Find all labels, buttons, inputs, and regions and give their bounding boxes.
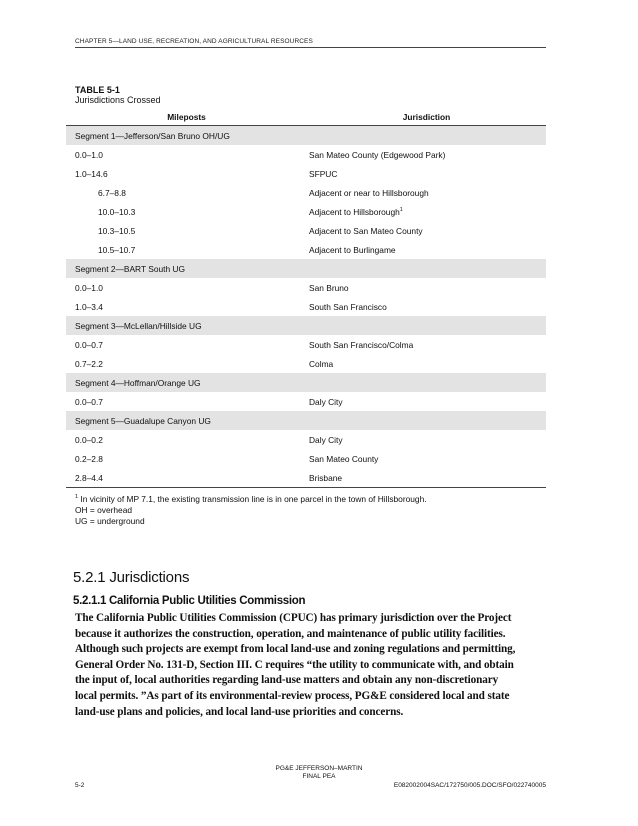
jurisdiction-cell	[307, 259, 546, 278]
milepost-cell: 0.0–0.2	[75, 434, 103, 445]
jurisdiction-cell	[307, 202, 546, 221]
jurisdiction-cell: Adjacent to Burlingame	[309, 244, 396, 255]
table-row	[66, 202, 546, 221]
header-rule	[75, 47, 546, 48]
table-row	[66, 354, 546, 373]
abbreviation-ug: UG = underground	[75, 516, 145, 526]
segment-label: Segment 3—McLellan/Hillside UG	[66, 316, 307, 335]
abbreviation-oh: OH = overhead	[75, 505, 133, 515]
jurisdiction-cell	[307, 316, 546, 335]
footnote	[75, 494, 427, 505]
jurisdiction-cell: San Mateo County	[309, 453, 379, 464]
page-number: 5-2	[75, 782, 85, 789]
segment-label: Segment 2—BART South UG	[66, 259, 307, 278]
jurisdiction-cell: Colma	[309, 358, 334, 369]
milepost-cell: 10.5–10.7	[98, 244, 136, 255]
table-row	[66, 430, 546, 449]
milepost-cell: 10.3–10.5	[98, 225, 136, 236]
table-row	[66, 221, 546, 240]
file-identifier: E082002004SAC/172750/005.DOC/SFO/022740005	[393, 782, 546, 789]
footer-document-title	[0, 765, 638, 781]
jurisdiction-cell	[307, 411, 546, 430]
column-header-jurisdiction: Jurisdiction	[307, 108, 546, 126]
jurisdiction-cell: Adjacent or near to Hillsborough	[309, 187, 429, 198]
table-row-segment	[66, 126, 546, 146]
footnote-mark: 1	[75, 494, 79, 501]
column-header-mileposts: Mileposts	[66, 108, 307, 126]
milepost-cell: 6.7–8.8	[98, 187, 126, 198]
body-line: General Order No. 131-D, Section III. C requires “the utility to communicate with, and obtain	[75, 658, 514, 671]
body-line: local permits. ”As part of its environmental-review process, PG&E considered local and state	[75, 689, 510, 702]
table-header-row	[66, 108, 546, 126]
milepost-cell: 0.0–0.7	[75, 339, 103, 350]
jurisdiction-cell: Daly City	[309, 396, 343, 407]
table-row	[66, 335, 546, 354]
jurisdiction-cell	[307, 373, 546, 392]
body-line: The California Public Utilities Commission (CPUC) has primary jurisdiction over the Project	[75, 612, 512, 624]
table-row-segment	[66, 373, 546, 392]
table-row-segment	[66, 411, 546, 430]
jurisdiction-text: Adjacent to Hillsborough	[309, 206, 400, 217]
milepost-cell: 0.0–0.7	[75, 396, 103, 407]
jurisdictions-table	[66, 108, 546, 488]
jurisdiction-cell: Adjacent to San Mateo County	[309, 225, 423, 236]
table-row	[66, 468, 546, 488]
section-heading: 5.2.1 Jurisdictions	[73, 569, 190, 586]
jurisdiction-cell: SFPUC	[309, 168, 338, 179]
table-row	[66, 449, 546, 468]
milepost-cell: 0.7–2.2	[75, 358, 103, 369]
milepost-cell: 2.8–4.4	[66, 468, 307, 488]
body-line: because it authorizes the construction, operation, and maintenance of public utility facilities.	[75, 627, 506, 640]
body-line: Although such projects are exempt from local land-use and zoning regulations and permitting,	[75, 643, 516, 656]
table-row-segment	[66, 316, 546, 335]
table-row	[66, 392, 546, 411]
body-line: land-use plans and policies, and local land-use priorities and concerns.	[75, 705, 404, 718]
milepost-cell: 0.0–1.0	[75, 282, 103, 293]
running-head: CHAPTER 5—LAND USE, RECREATION, AND AGRICULTURAL RESOURCES	[75, 38, 313, 45]
jurisdiction-cell: San Bruno	[309, 282, 349, 293]
body-paragraph	[75, 611, 553, 720]
milepost-cell: 0.2–2.8	[75, 453, 103, 464]
table-row	[66, 183, 546, 202]
table-notes	[75, 494, 427, 527]
table-row	[66, 164, 546, 183]
footer-title-line: PG&E JEFFERSON–MARTIN	[275, 765, 363, 772]
table-row-segment	[66, 259, 546, 278]
jurisdiction-cell: South San Francisco/Colma	[309, 339, 414, 350]
segment-label: Segment 5—Guadalupe Canyon UG	[66, 411, 307, 430]
table-row	[66, 297, 546, 316]
table-title: Jurisdictions Crossed	[75, 95, 161, 105]
jurisdiction-cell	[307, 126, 546, 146]
milepost-cell: 1.0–3.4	[75, 301, 103, 312]
jurisdiction-cell: South San Francisco	[309, 301, 387, 312]
footer-title-line: FINAL PEA	[302, 773, 336, 780]
footnote-text: In vicinity of MP 7.1, the existing transmission line is in one parcel in the town of Hillsborough.	[80, 494, 427, 504]
table-row	[66, 278, 546, 297]
milepost-cell: 0.0–1.0	[75, 149, 103, 160]
subsection-heading: 5.2.1.1 California Public Utilities Commission	[73, 595, 306, 607]
segment-label: Segment 4—Hoffman/Orange UG	[66, 373, 307, 392]
jurisdiction-cell: San Mateo County (Edgewood Park)	[309, 149, 446, 160]
footnote-reference: 1	[399, 206, 403, 213]
jurisdiction-cell: Brisbane	[307, 468, 546, 488]
table-row	[66, 240, 546, 259]
jurisdiction-cell: Daly City	[309, 434, 343, 445]
table-label: TABLE 5-1	[75, 85, 120, 95]
segment-label: Segment 1—Jefferson/San Bruno OH/UG	[66, 126, 307, 146]
body-line: the input of, local authorities regarding land-use matters and obtain any non-discretionary	[75, 674, 499, 687]
table-row	[66, 145, 546, 164]
milepost-cell: 1.0–14.6	[75, 168, 108, 179]
milepost-cell: 10.0–10.3	[98, 206, 136, 217]
